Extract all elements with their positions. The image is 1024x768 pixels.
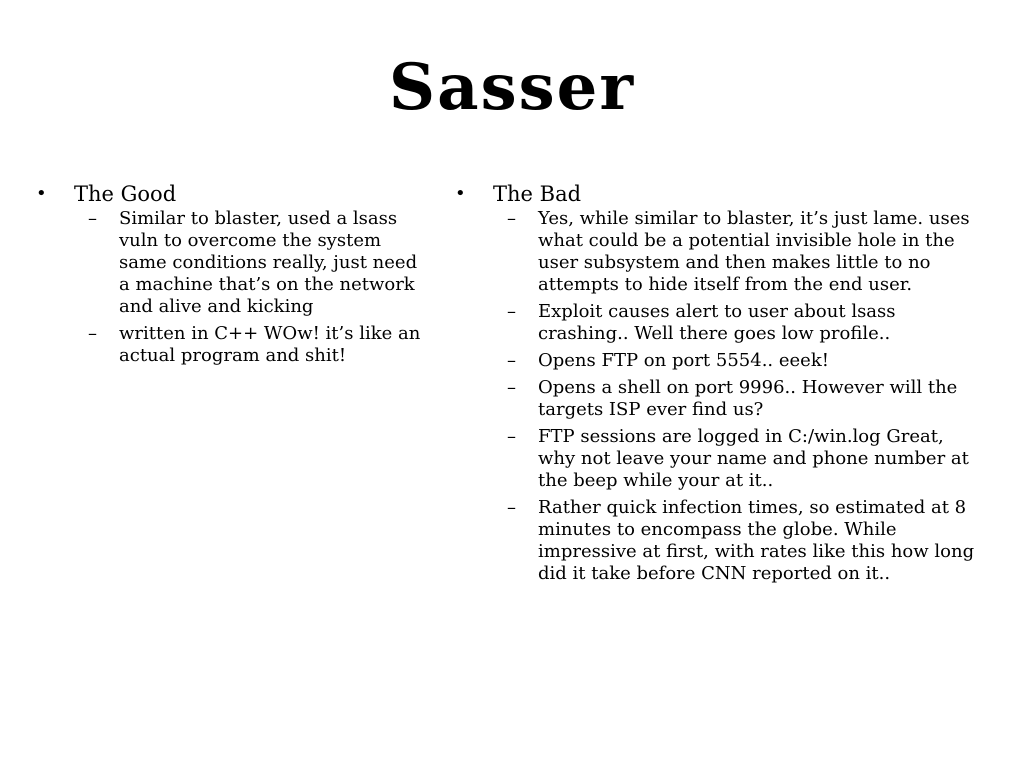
list-item — [493, 497, 975, 585]
good-list — [36, 180, 431, 367]
dash-icon: – — [507, 497, 516, 518]
bad-list — [455, 180, 975, 585]
good-heading: The Good — [74, 182, 177, 206]
slide-title: Sasser — [388, 50, 636, 125]
dash-icon: – — [507, 426, 516, 447]
good-item-text: written in C++ WOw! it’s like an actual program and shit! — [119, 323, 421, 366]
list-item — [493, 350, 975, 372]
bad-heading-item — [455, 180, 975, 585]
good-column — [36, 180, 431, 372]
list-item — [493, 301, 975, 345]
dash-icon: – — [507, 208, 516, 229]
bad-item-text: Opens a shell on port 9996.. However will the targets ISP ever find us? — [538, 377, 958, 420]
bad-heading: The Bad — [493, 182, 582, 206]
bad-item-text: Opens FTP on port 5554.. eeek! — [538, 350, 829, 371]
bullet-icon: • — [36, 183, 47, 204]
list-item — [74, 323, 431, 367]
list-item — [493, 426, 975, 492]
list-item — [493, 208, 975, 296]
dash-icon: – — [507, 350, 516, 371]
bullet-icon: • — [455, 183, 466, 204]
dash-icon: – — [507, 377, 516, 398]
dash-icon: – — [507, 301, 516, 322]
bad-item-text: FTP sessions are logged in C:/win.log Great, why not leave your name and phone number at the beep while your at it.. — [538, 426, 969, 491]
bad-item-text: Rather quick infection times, so estimated at 8 minutes to encompass the globe. While impressive at first, with rates like this how long did it take before CNN reported on it.. — [538, 497, 975, 584]
bad-sublist — [493, 208, 975, 585]
bad-item-text: Yes, while similar to blaster, it’s just lame. uses what could be a potential invisible hole in the user subsystem and then makes little to no attempts to hide itself from the end user. — [538, 208, 970, 295]
bad-column — [455, 180, 975, 590]
good-heading-item — [36, 180, 431, 367]
dash-icon: – — [88, 208, 97, 229]
list-item — [74, 208, 431, 318]
bad-item-text: Exploit causes alert to user about lsass crashing.. Well there goes low profile.. — [538, 301, 896, 344]
good-item-text: Similar to blaster, used a lsass vuln to overcome the system same conditions really, just need a machine that’s on the network and alive and kicking — [119, 208, 418, 317]
list-item — [493, 377, 975, 421]
good-sublist — [74, 208, 431, 367]
dash-icon: – — [88, 323, 97, 344]
